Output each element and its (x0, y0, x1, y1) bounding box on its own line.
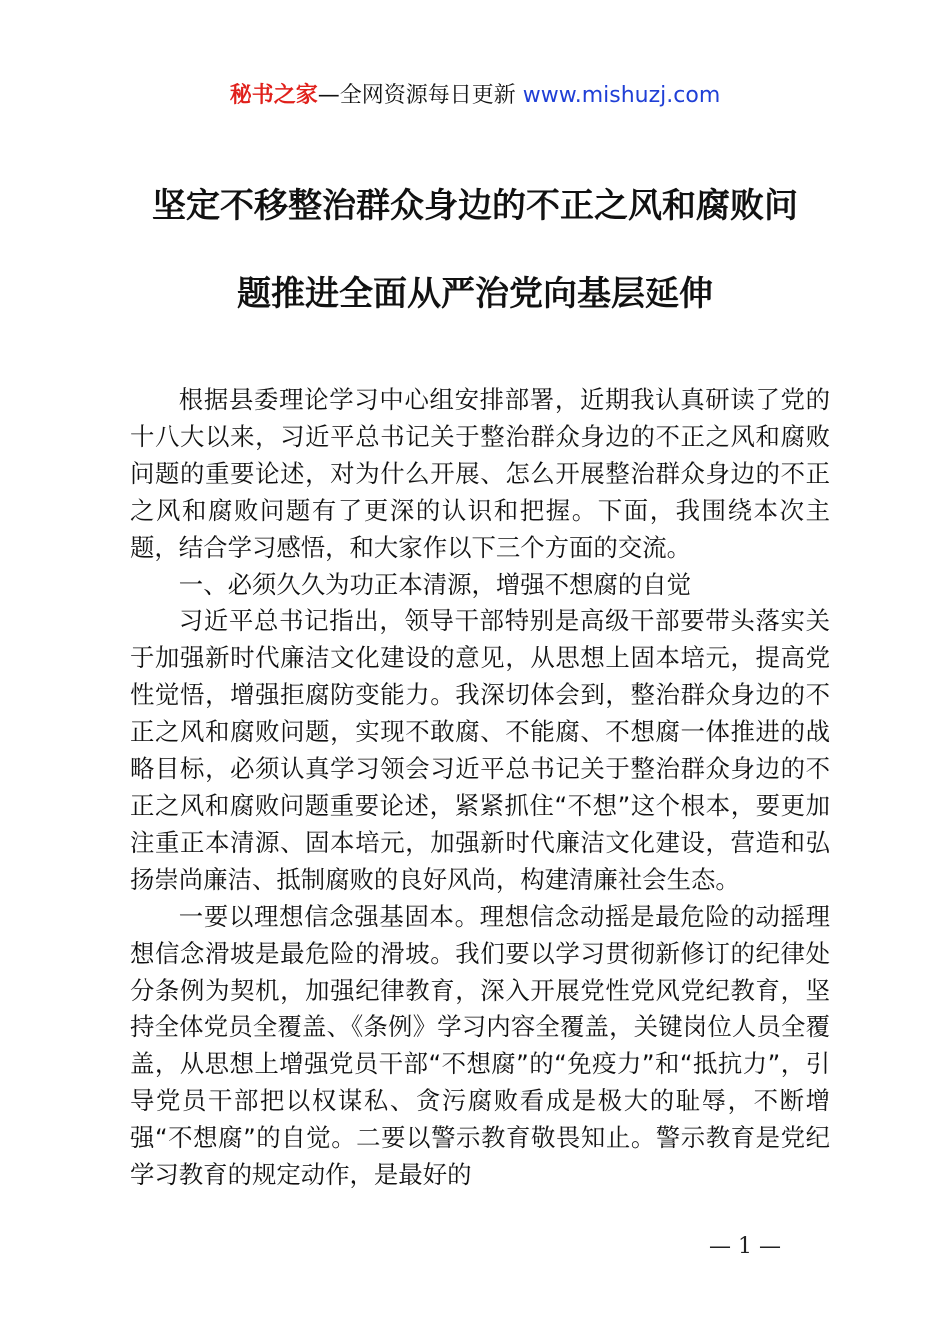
site-header (0, 80, 950, 112)
site-url-link[interactable]: www.mishuzj.com (522, 83, 721, 108)
page-number: — 1 — (709, 1234, 781, 1259)
brand-name: 秘书之家 (229, 83, 318, 108)
paragraph-section-1: 习近平总书记指出，领导干部特别是高级干部要带头落实关于加强新时代廉洁文化建设的意见，从思想上固本培元，提高党性觉悟，增强拒腐防变能力。我深切体会到，整治群众身边的不正之风和腐败问题，实现不敢腐、不能腐、不想腐一体推进的战略目标，必须认真学习领会习近平总书记关于整治群众身边的不正之风和腐败问题重要论述，紧紧抓住“不想”这个根本，要更加注重正本清源、固本培元，加强新时代廉洁文化建设，营造和弘扬崇尚廉洁、抵制腐败的良好风尚，构建清廉社会生态。 (130, 606, 830, 894)
document-body (130, 382, 830, 1194)
header-tagline: —全网资源每日更新 (317, 83, 516, 108)
document-title (120, 162, 830, 338)
section-heading-1: 一、必须久久为功正本清源，增强不想腐的自觉 (178, 569, 692, 599)
title-line-2: 题推进全面从严治党向基层延伸 (237, 274, 713, 314)
paragraph-intro: 根据县委理论学习中心组安排部署，近期我认真研读了党的十八大以来，习近平总书记关于整治群众身边的不正之风和腐败问题的重要论述，对为什么开展、怎么开展整治群众身边的不正之风和腐败问题有了更深的认识和把握。下面，我围绕本次主题，结合学习感悟，和大家作以下三个方面的交流。 (130, 385, 830, 562)
paragraph-point-1: 一要以理想信念强基固本。理想信念动摇是最危险的动摇理想信念滑坡是最危险的滑坡。我们要以学习贯彻新修订的纪律处分条例为契机，加强纪律教育，深入开展党性党风党纪教育，坚持全体党员全覆盖、《条例》学习内容全覆盖，关键岗位人员全覆盖，从思想上增强党员干部“不想腐”的“免疫力”和“抵抗力”，引导党员干部把以权谋私、贪污腐败看成是极大的耻辱，不断增强“不想腐”的自觉。二要以警示教育敬畏知止。警示教育是党纪学习教育的规定动作，是最好的 (130, 901, 830, 1190)
title-line-1: 坚定不移整治群众身边的不正之风和腐败问 (152, 186, 798, 226)
